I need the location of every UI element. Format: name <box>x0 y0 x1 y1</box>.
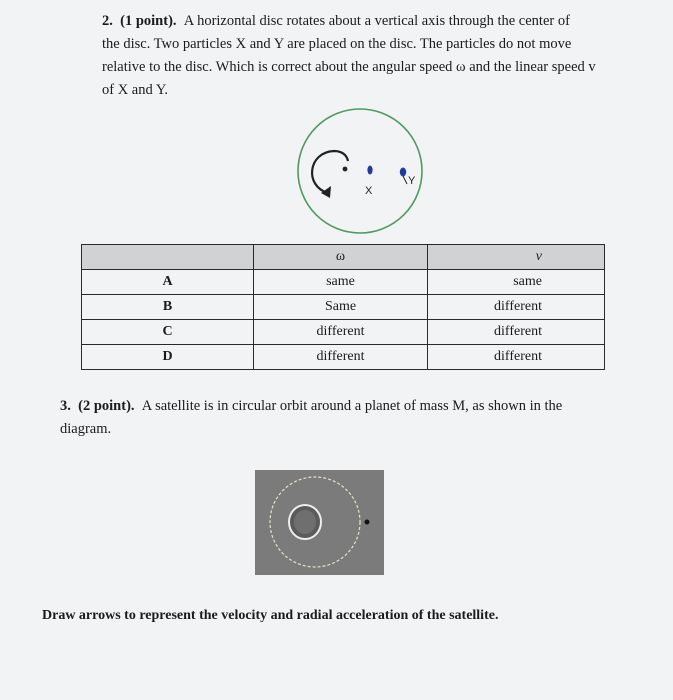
option-label: D <box>82 345 254 370</box>
particle-y-stem <box>403 176 407 184</box>
planet-inner <box>294 510 316 534</box>
rotation-arrowhead <box>321 186 331 198</box>
particle-y <box>400 168 406 177</box>
header-v: v <box>428 245 605 270</box>
q3-number: 3. <box>60 398 71 414</box>
header-omega: ω <box>254 245 428 270</box>
v-cell: different <box>428 320 605 345</box>
omega-cell: Same <box>254 295 428 320</box>
question-2-text <box>102 10 622 102</box>
header-option <box>82 245 254 270</box>
q3-line-2: diagram. <box>60 421 112 437</box>
q2-line-2: the disc. Two particles X and Y are placed on the disc. The particles do not move <box>102 36 572 52</box>
table-row[interactable] <box>82 295 605 320</box>
option-label: B <box>82 295 254 320</box>
disc-center-dot <box>343 167 348 172</box>
omega-cell: same <box>254 270 428 295</box>
q2-number: 2. <box>102 13 113 29</box>
v-cell: same <box>428 270 605 295</box>
omega-cell: different <box>254 345 428 370</box>
q2-line1-text: A horizontal disc rotates about a vertical axis through the center of <box>183 13 570 29</box>
option-label: C <box>82 320 254 345</box>
question-3-text <box>60 395 620 441</box>
q2-line-4: of X and Y. <box>102 82 169 98</box>
q3-line1-text: A satellite is in circular orbit around a planet of mass M, as shown in the <box>141 398 563 414</box>
rotating-disc-diagram <box>290 108 450 238</box>
q2-line-1 <box>102 10 622 33</box>
table-row[interactable] <box>82 345 605 370</box>
particle-x <box>367 166 372 175</box>
q2-points: (1 point). <box>120 13 177 29</box>
omega-cell: different <box>254 320 428 345</box>
v-cell: different <box>428 345 605 370</box>
table-header-row <box>82 245 605 270</box>
table-row[interactable] <box>82 320 605 345</box>
orbit-figure <box>255 470 384 575</box>
q3-instruction: Draw arrows to represent the velocity and radial acceleration of the satellite. <box>42 608 499 623</box>
label-y: Y <box>408 175 416 187</box>
answer-table <box>81 244 605 370</box>
label-x: X <box>365 185 373 197</box>
v-cell: different <box>428 295 605 320</box>
q3-line-1 <box>60 395 620 418</box>
option-label: A <box>82 270 254 295</box>
q3-points: (2 point). <box>78 398 135 414</box>
table-row[interactable] <box>82 270 605 295</box>
orbit-diagram <box>255 470 384 575</box>
satellite <box>365 520 370 525</box>
q2-line-3: relative to the disc. Which is correct about the angular speed ω and the linear speed v <box>102 59 596 75</box>
